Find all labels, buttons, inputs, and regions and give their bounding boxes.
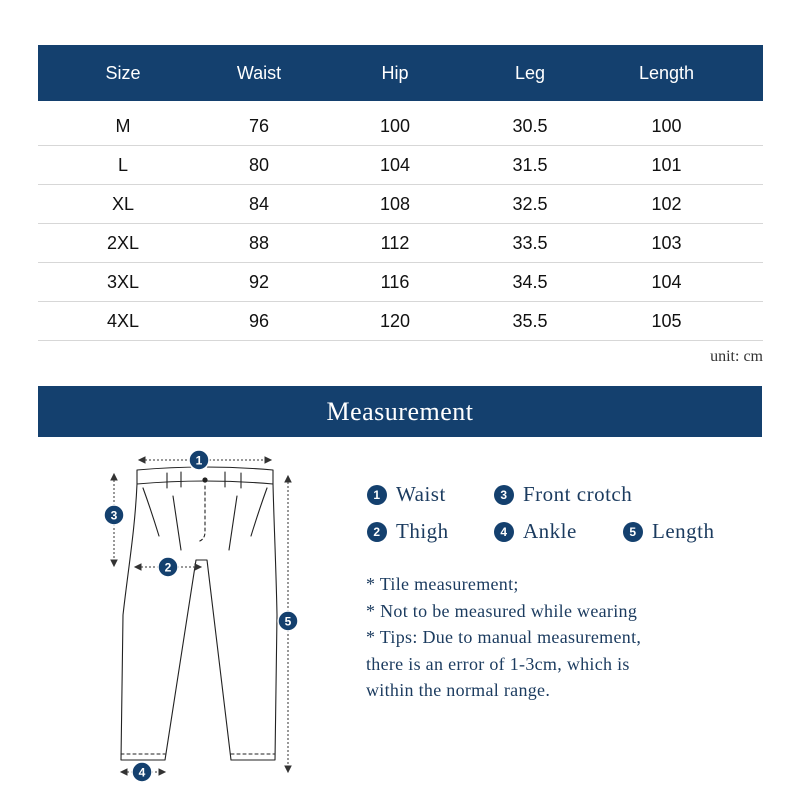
table-cell: 4XL: [106, 310, 140, 331]
table-cell: 30.5: [512, 115, 548, 136]
table-row: [38, 107, 763, 146]
note-line: within the normal range.: [366, 680, 551, 700]
number-badge-icon: 4: [494, 522, 514, 542]
table-cell: 96: [248, 310, 270, 331]
table-row: [38, 146, 763, 185]
table-cell: 2XL: [106, 232, 140, 253]
header-leg: Leg: [514, 62, 546, 83]
table-cell: 3XL: [106, 271, 140, 292]
pants-outline: [121, 484, 277, 760]
marker-4-label: 4: [138, 765, 146, 780]
table-header: [38, 45, 763, 101]
note-line: * Tips: Due to manual measurement,: [366, 627, 642, 647]
marker-5-label: 5: [284, 614, 292, 629]
note-line: there is an error of 1-3cm, which is: [366, 653, 630, 674]
size-chart-table: [38, 45, 763, 341]
table-cell: 33.5: [512, 232, 548, 253]
table-cell: 31.5: [512, 154, 548, 175]
legend-ankle: [494, 519, 577, 544]
table-cell: 112: [380, 232, 410, 253]
measurement-title: Measurement: [38, 386, 762, 437]
table-cell: 108: [379, 193, 411, 214]
marker-1-label: 1: [195, 453, 203, 468]
table-cell: 35.5: [512, 310, 548, 331]
table-cell: 34.5: [512, 271, 548, 292]
note-line: * Tile measurement;: [366, 574, 519, 594]
legend-thigh: [367, 519, 449, 544]
table-cell: 103: [651, 232, 682, 253]
table-cell: L: [117, 154, 128, 175]
legend-front-crotch: [494, 482, 632, 507]
table-cell: 92: [248, 271, 270, 292]
marker-2-icon: [158, 557, 178, 577]
table-cell: 100: [651, 115, 682, 136]
measurement-notes: [366, 571, 641, 704]
table-cell: 100: [379, 115, 411, 136]
marker-5-icon: [278, 611, 298, 631]
table-cell: 80: [248, 154, 270, 175]
marker-3-icon: [104, 505, 124, 525]
unit-note: unit: cm: [710, 348, 763, 365]
header-hip: Hip: [381, 62, 409, 83]
header-size: Size: [105, 62, 141, 83]
button-icon: [202, 477, 207, 482]
table-cell: 32.5: [512, 193, 548, 214]
table-cell: 104: [379, 154, 411, 175]
table-cell: 88: [248, 232, 270, 253]
pants-diagram: [95, 440, 310, 790]
number-badge-icon: 5: [623, 522, 643, 542]
marker-3-label: 3: [110, 508, 118, 523]
number-badge-icon: 1: [367, 485, 387, 505]
table-cell: 101: [651, 154, 682, 175]
marker-4-icon: [132, 762, 152, 782]
legend-label: Ankle: [523, 519, 577, 543]
table-row: [38, 302, 763, 341]
table-cell: 102: [651, 193, 682, 214]
table-cell: 105: [651, 310, 682, 331]
marker-2-label: 2: [164, 560, 172, 575]
table-row: [38, 224, 763, 263]
legend-label: Front crotch: [523, 482, 633, 506]
table-cell: 120: [379, 310, 411, 331]
legend-label: Waist: [396, 482, 446, 506]
table-body: [38, 107, 763, 341]
legend-length: [623, 519, 714, 544]
table-cell: M: [115, 115, 131, 136]
number-badge-icon: 3: [494, 485, 514, 505]
header-length: Length: [638, 62, 695, 83]
header-waist: Waist: [236, 62, 282, 83]
number-badge-icon: 2: [367, 522, 387, 542]
table-cell: 84: [248, 193, 270, 214]
legend-label: Thigh: [396, 519, 449, 543]
table-cell: 116: [380, 271, 410, 292]
table-row: [38, 185, 763, 224]
table-cell: 76: [248, 115, 270, 136]
marker-1-icon: [189, 450, 209, 470]
table-cell: 104: [651, 271, 682, 292]
note-line: * Not to be measured while wearing: [366, 600, 638, 621]
legend-waist: [367, 482, 446, 507]
table-row: [38, 263, 763, 302]
table-cell: XL: [111, 193, 135, 214]
legend-label: Length: [652, 519, 715, 543]
